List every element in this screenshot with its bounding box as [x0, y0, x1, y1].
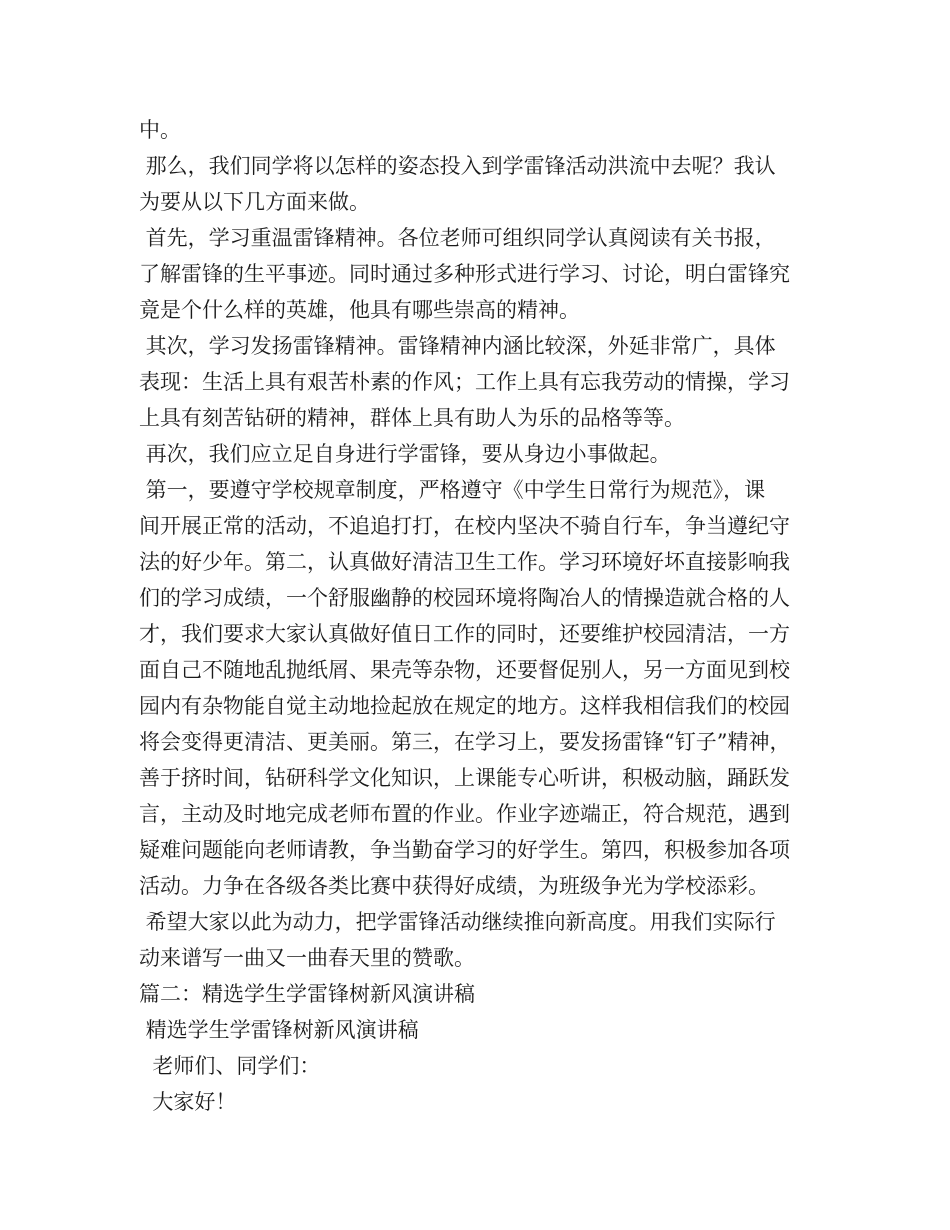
- text-line: 活动。力争在各级各类比赛中获得好成绩，为班级争光为学校添彩。: [139, 874, 769, 898]
- text-line: 希望大家以此为动力，把学雷锋活动继续推向新高度。用我们实际行: [139, 910, 776, 934]
- text-line: 了解雷锋的生平事迹。同时通过多种形式进行学习、讨论，明白雷锋究: [139, 262, 790, 286]
- text-line: 竟是个什么样的英雄，他具有哪些崇高的精神。: [139, 298, 580, 322]
- text-line: 疑难问题能向老师请教，争当勤奋学习的好学生。第四，积极参加各项: [139, 838, 790, 862]
- text-line: 表现：生活上具有艰苦朴素的作风；工作上具有忘我劳动的情操，学习: [139, 370, 790, 394]
- text-line: 精选学生学雷锋树新风演讲稿: [139, 1018, 419, 1042]
- text-line: 再次，我们应立足自身进行学雷锋，要从身边小事做起。: [139, 442, 671, 466]
- text-line: 其次，学习发扬雷锋精神。雷锋精神内涵比较深，外延非常广，具体: [139, 334, 776, 358]
- text-line: 为要从以下几方面来做。: [139, 190, 370, 214]
- text-line: 将会变得更清洁、更美丽。第三，在学习上，要发扬雷锋“钉子”精神，: [139, 730, 791, 754]
- text-line: 言，主动及时地完成老师布置的作业。作业字迹端正，符合规范，遇到: [139, 802, 790, 826]
- text-line: 老师们、同学们：: [139, 1054, 321, 1078]
- text-line: 第一，要遵守学校规章制度，严格遵守《中学生日常行为规范》，课: [139, 478, 766, 502]
- text-line: 法的好少年。第二，认真做好清洁卫生工作。学习环境好坏直接影响我: [139, 550, 790, 574]
- text-line: 园内有杂物能自觉主动地捡起放在规定的地方。这样我相信我们的校园: [139, 694, 790, 718]
- text-line: 们的学习成绩，一个舒服幽静的校园环境将陶冶人的情操造就合格的人: [139, 586, 790, 610]
- text-line: 善于挤时间，钻研科学文化知识，上课能专心听讲，积极动脑，踊跃发: [139, 766, 790, 790]
- text-line: 中。: [139, 118, 181, 142]
- text-line: 动来谱写一曲又一曲春天里的赞歌。: [139, 946, 475, 970]
- text-line: 才，我们要求大家认真做好值日工作的同时，还要维护校园清洁，一方: [139, 622, 790, 646]
- text-line: 首先，学习重温雷锋精神。各位老师可组织同学认真阅读有关书报，: [139, 226, 776, 250]
- text-line: 上具有刻苦钻研的精神，群体上具有助人为乐的品格等等。: [139, 406, 685, 430]
- text-line: 大家好！: [139, 1090, 237, 1114]
- text-line: 间开展正常的活动，不追追打打，在校内坚决不骑自行车，争当遵纪守: [139, 514, 790, 538]
- text-line: 那么，我们同学将以怎样的姿态投入到学雷锋活动洪流中去呢？我认: [139, 154, 776, 178]
- text-line: 篇二：精选学生学雷锋树新风演讲稿: [139, 982, 475, 1006]
- text-line: 面自己不随地乱抛纸屑、果壳等杂物，还要督促别人，另一方面见到校: [139, 658, 790, 682]
